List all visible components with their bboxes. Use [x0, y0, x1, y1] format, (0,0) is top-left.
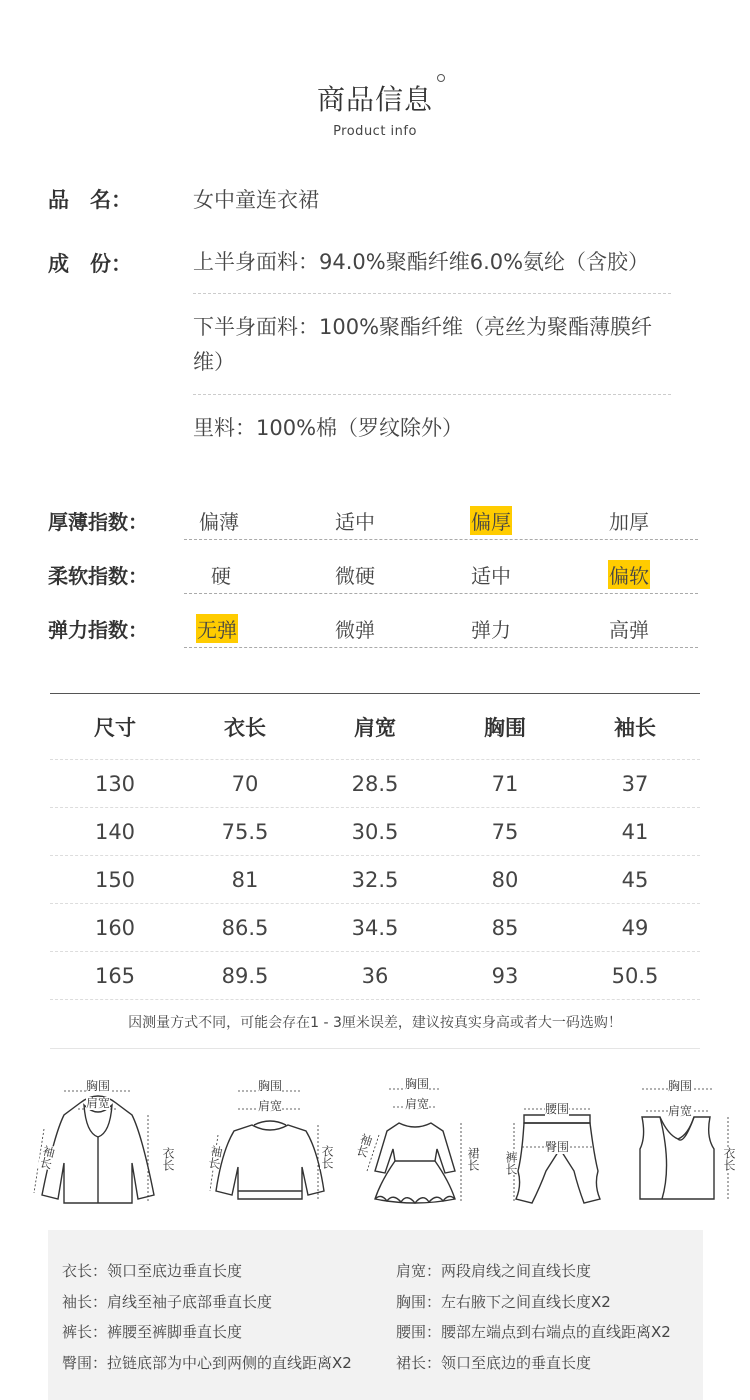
sleeve-label: 袖长	[353, 1131, 375, 1159]
divider	[184, 647, 698, 648]
table-cell: 93	[491, 963, 519, 988]
definition-item: 肩宽：两段肩线之间直线长度	[396, 1262, 592, 1280]
table-header-cell: 尺寸	[94, 715, 136, 740]
measurement-note: 因测量方式不同，可能会存在1 - 3厘米误差，建议按真实身高或者大一码选购！	[128, 1015, 622, 1031]
length-label: 裤长	[504, 1151, 518, 1175]
measurement-diagrams	[20, 1075, 736, 1215]
definition-item: 袖长：肩线至袖子底部垂直长度	[62, 1293, 273, 1311]
product-name-label: 品 名：	[48, 188, 132, 212]
table-row	[50, 808, 700, 856]
section-title	[317, 78, 433, 118]
table-cell: 86.5	[221, 915, 269, 940]
index-option-selected: 偏软	[608, 560, 650, 589]
definition-item: 裤长：裤腰至裤脚垂直长度	[62, 1323, 243, 1341]
table-header-row	[50, 694, 700, 760]
softness-index-row	[48, 554, 698, 594]
index-option-selected: 偏厚	[470, 506, 512, 535]
composition-upper: 上半身面料：94.0%聚酯纤维6.0%氨纶（含胶）	[193, 250, 650, 274]
table-cell: 34.5	[351, 915, 399, 940]
definition-item: 胸围：左右腋下之间直线长度X2	[396, 1293, 611, 1311]
index-option-selected: 无弹	[196, 614, 238, 643]
length-label: 裙长	[466, 1147, 480, 1171]
table-cell: 45	[621, 867, 649, 892]
composition-lower: 下半身面料：100%聚酯纤维（亮丝为聚酯薄膜纤	[193, 315, 653, 339]
table-cell: 160	[94, 915, 136, 940]
index-option: 弹力	[471, 618, 511, 642]
sweater-diagram	[200, 1075, 340, 1215]
thickness-index-row	[48, 500, 698, 540]
table-header-cell: 衣长	[224, 715, 266, 740]
index-option: 偏薄	[199, 510, 239, 534]
table-cell: 32.5	[351, 867, 399, 892]
table-header-cell: 袖长	[614, 715, 656, 740]
product-name-value: 女中童连衣裙	[193, 188, 319, 212]
shoulder-label: 肩宽	[668, 1104, 693, 1118]
table-header-cell: 肩宽	[354, 715, 396, 740]
divider	[50, 1048, 700, 1049]
length-label: 衣长	[161, 1147, 175, 1171]
section-header	[0, 78, 750, 139]
index-option: 加厚	[609, 510, 649, 534]
divider	[184, 593, 698, 594]
table-cell: 140	[94, 819, 136, 844]
index-option: 适中	[335, 510, 375, 534]
table-cell: 85	[491, 915, 519, 940]
composition-lining: 里料：100%棉（罗纹除外）	[193, 416, 464, 440]
index-option: 微弹	[335, 618, 375, 642]
table-cell: 165	[94, 963, 136, 988]
chest-label: 胸围	[668, 1079, 693, 1093]
definition-item: 裙长：领口至底边的垂直长度	[396, 1354, 592, 1372]
dress-diagram	[345, 1075, 485, 1215]
index-label: 弹力指数：	[48, 618, 148, 642]
table-cell: 81	[231, 867, 259, 892]
table-cell: 71	[491, 771, 519, 796]
index-option: 微硬	[335, 564, 375, 588]
index-option: 硬	[211, 564, 231, 588]
chest-label: 胸围	[258, 1079, 283, 1093]
table-row	[50, 760, 700, 808]
table-cell: 30.5	[351, 819, 399, 844]
table-cell: 75	[491, 819, 519, 844]
table-cell: 50.5	[611, 963, 659, 988]
table-cell: 80	[491, 867, 519, 892]
divider	[193, 293, 671, 294]
sleeve-label: 袖长	[37, 1143, 57, 1171]
measurement-definitions	[48, 1230, 703, 1400]
waist-label: 腰围	[545, 1102, 570, 1116]
jacket-diagram	[28, 1075, 175, 1215]
elasticity-index-row	[48, 608, 698, 648]
shoulder-label: 肩宽	[86, 1096, 111, 1110]
vest-diagram	[602, 1075, 742, 1215]
table-cell: 37	[621, 771, 649, 796]
table-cell: 28.5	[351, 771, 399, 796]
vest-icon	[602, 1075, 742, 1215]
table-cell: 75.5	[221, 819, 269, 844]
table-cell: 36	[361, 963, 389, 988]
table-cell: 89.5	[221, 963, 269, 988]
chest-label: 胸围	[405, 1077, 430, 1091]
sleeve-label: 袖长	[206, 1144, 224, 1171]
definition-item: 臀围：拉链底部为中心到两侧的直线距离X2	[62, 1354, 352, 1372]
composition-lower-cont: 维）	[193, 350, 235, 374]
divider	[193, 394, 671, 395]
index-label: 厚薄指数：	[48, 510, 148, 534]
divider	[184, 539, 698, 540]
table-row	[50, 952, 700, 1000]
index-option: 适中	[471, 564, 511, 588]
length-label: 衣长	[320, 1145, 334, 1169]
chest-label: 胸围	[86, 1079, 111, 1093]
composition-label: 成 份：	[48, 252, 132, 276]
definition-item: 腰围：腰部左端点到右端点的直线距离X2	[396, 1323, 671, 1341]
shoulder-label: 肩宽	[258, 1099, 283, 1113]
table-cell: 150	[94, 867, 136, 892]
table-cell: 130	[94, 771, 136, 796]
table-row	[50, 904, 700, 952]
table-header-cell: 胸围	[484, 715, 526, 740]
hip-label: 臀围	[545, 1140, 570, 1154]
size-table	[50, 693, 700, 1000]
table-cell: 49	[621, 915, 649, 940]
section-subtitle: Product info	[333, 124, 417, 139]
definition-item: 衣长：领口至底边垂直长度	[62, 1262, 243, 1280]
index-option: 高弹	[609, 618, 649, 642]
table-cell: 41	[621, 819, 649, 844]
length-label: 衣长	[722, 1147, 736, 1171]
section-title-text: 商品信息	[316, 83, 433, 116]
index-label: 柔软指数：	[48, 564, 148, 588]
shoulder-label: 肩宽	[405, 1097, 430, 1111]
degree-mark-icon	[437, 74, 445, 82]
table-row	[50, 856, 700, 904]
table-cell: 70	[231, 771, 259, 796]
